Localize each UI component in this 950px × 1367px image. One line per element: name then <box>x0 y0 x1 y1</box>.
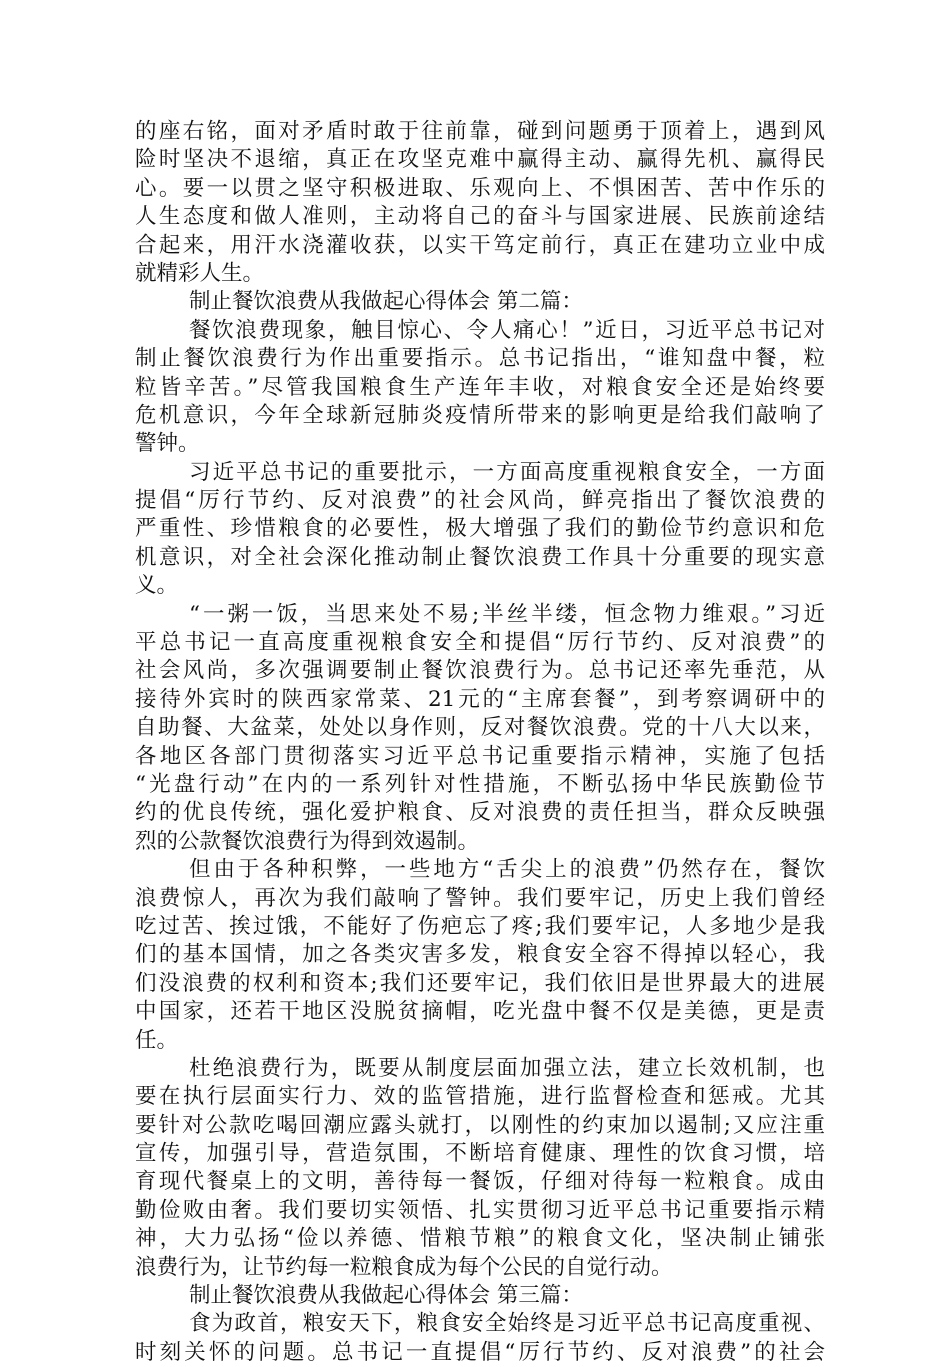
text-line: “一粥一饭，当思来处不易;半丝半缕，恒念物力维艰。”习近 <box>189 601 825 627</box>
text-line: 要针对公款吃喝回潮应露头就打，以刚性的约束加以遏制;又应注重 <box>135 1112 825 1138</box>
text-line: 义。 <box>135 573 179 599</box>
section-heading: 制止餐饮浪费从我做起心得体会 第三篇： <box>189 1283 583 1309</box>
text-line: 食为政首，粮安天下，粮食安全始终是习近平总书记高度重视、 <box>189 1311 825 1337</box>
text-line: 自助餐、大盆菜，处处以身作则，反对餐饮浪费。党的十八大以来， <box>135 715 825 741</box>
text-line: 约的优良传统，强化爱护粮食、反对浪费的责任担当，群众反映强 <box>135 800 825 826</box>
text-line: 浪费行为，让节约每一粒粮食成为每个公民的自觉行动。 <box>135 1254 673 1280</box>
text-line: 人生态度和做人准则，主动将自己的奋斗与国家进展、民族前途结 <box>135 204 825 230</box>
text-line: 险时坚决不退缩，真正在攻坚克难中赢得主动、赢得先机、赢得民 <box>135 147 825 173</box>
text-line: 接待外宾时的陕西家常菜、21元的“主席套餐”，到考察调研中的 <box>135 686 825 712</box>
text-line: 中国家，还若干地区没脱贫摘帽，吃光盘中餐不仅是美德，更是责 <box>135 999 825 1025</box>
text-line: 要在执行层面实行力、效的监管措施，进行监督检查和惩戒。尤其 <box>135 1084 825 1110</box>
text-line: 各地区各部门贯彻落实习近平总书记重要指示精神，实施了包括 <box>135 743 825 769</box>
text-line: 任。 <box>135 1027 179 1053</box>
text-line: 育现代餐桌上的文明，善待每一餐饭，仔细对待每一粒粮食。成由 <box>135 1169 825 1195</box>
text-line: 餐饮浪费现象，触目惊心、令人痛心！”近日，习近平总书记对 <box>189 317 825 343</box>
text-line: 宣传，加强引导，营造氛围，不断培育健康、理性的饮食习惯，培 <box>135 1141 825 1167</box>
text-line: 合起来，用汗水浇灌收获，以实干笃定前行，真正在建功立业中成 <box>135 232 825 258</box>
text-line: 就精彩人生。 <box>135 260 265 286</box>
text-line: 社会风尚，多次强调要制止餐饮浪费行为。总书记还率先垂范，从 <box>135 658 825 684</box>
text-line: “光盘行动”在内的一系列针对性措施，不断弘扬中华民族勤俭节 <box>135 771 825 797</box>
document-body <box>135 118 825 1367</box>
text-line: 严重性、珍惜粮食的必要性，极大增强了我们的勤俭节约意识和危 <box>135 516 825 542</box>
text-line: 习近平总书记的重要批示，一方面高度重视粮食安全，一方面 <box>189 459 825 485</box>
text-line: 们的基本国情，加之各类灾害多发，粮食安全容不得掉以轻心，我 <box>135 942 825 968</box>
text-line: 浪费惊人，再次为我们敲响了警钟。我们要牢记，历史上我们曾经 <box>135 885 825 911</box>
text-line: 吃过苦、挨过饿，不能好了伤疤忘了疼;我们要牢记，人多地少是我 <box>135 913 825 939</box>
text-line: 但由于各种积弊，一些地方“舌尖上的浪费”仍然存在，餐饮 <box>189 857 825 883</box>
text-line: 们没浪费的权利和资本;我们还要牢记，我们依旧是世界最大的进展 <box>135 970 825 996</box>
text-line: 机意识，对全社会深化推动制止餐饮浪费工作具十分重要的现实意 <box>135 544 825 570</box>
text-line: 警钟。 <box>135 431 200 457</box>
text-line: 心。要一以贯之坚守积极进取、乐观向上、不惧困苦、苦中作乐的 <box>135 175 825 201</box>
text-line: 时刻关怀的问题。总书记一直提倡“厉行节约、反对浪费”的社会 <box>135 1339 825 1365</box>
text-line: 杜绝浪费行为，既要从制度层面加强立法，建立长效机制，也 <box>189 1055 825 1081</box>
text-line: 神，大力弘扬“俭以养德、惜粮节粮”的粮食文化，坚决制止铺张 <box>135 1226 825 1252</box>
text-line: 烈的公款餐饮浪费行为得到效遏制。 <box>135 828 480 854</box>
text-line: 危机意识，今年全球新冠肺炎疫情所带来的影响更是给我们敲响了 <box>135 402 825 428</box>
text-line: 提倡“厉行节约、反对浪费”的社会风尚，鲜亮指出了餐饮浪费的 <box>135 488 825 514</box>
text-line: 制止餐饮浪费行为作出重要指示。总书记指出，“谁知盘中餐，粒 <box>135 346 825 372</box>
text-line: 平总书记一直高度重视粮食安全和提倡“厉行节约、反对浪费”的 <box>135 630 825 656</box>
text-line: 勤俭败由奢。我们要切实领悟、扎实贯彻习近平总书记重要指示精 <box>135 1197 825 1223</box>
text-line: 粒皆辛苦。”尽管我国粮食生产连年丰收，对粮食安全还是始终要 <box>135 374 825 400</box>
text-line: 的座右铭，面对矛盾时敢于往前靠，碰到问题勇于顶着上，遇到风 <box>135 119 825 144</box>
section-heading: 制止餐饮浪费从我做起心得体会 第二篇： <box>189 289 583 315</box>
